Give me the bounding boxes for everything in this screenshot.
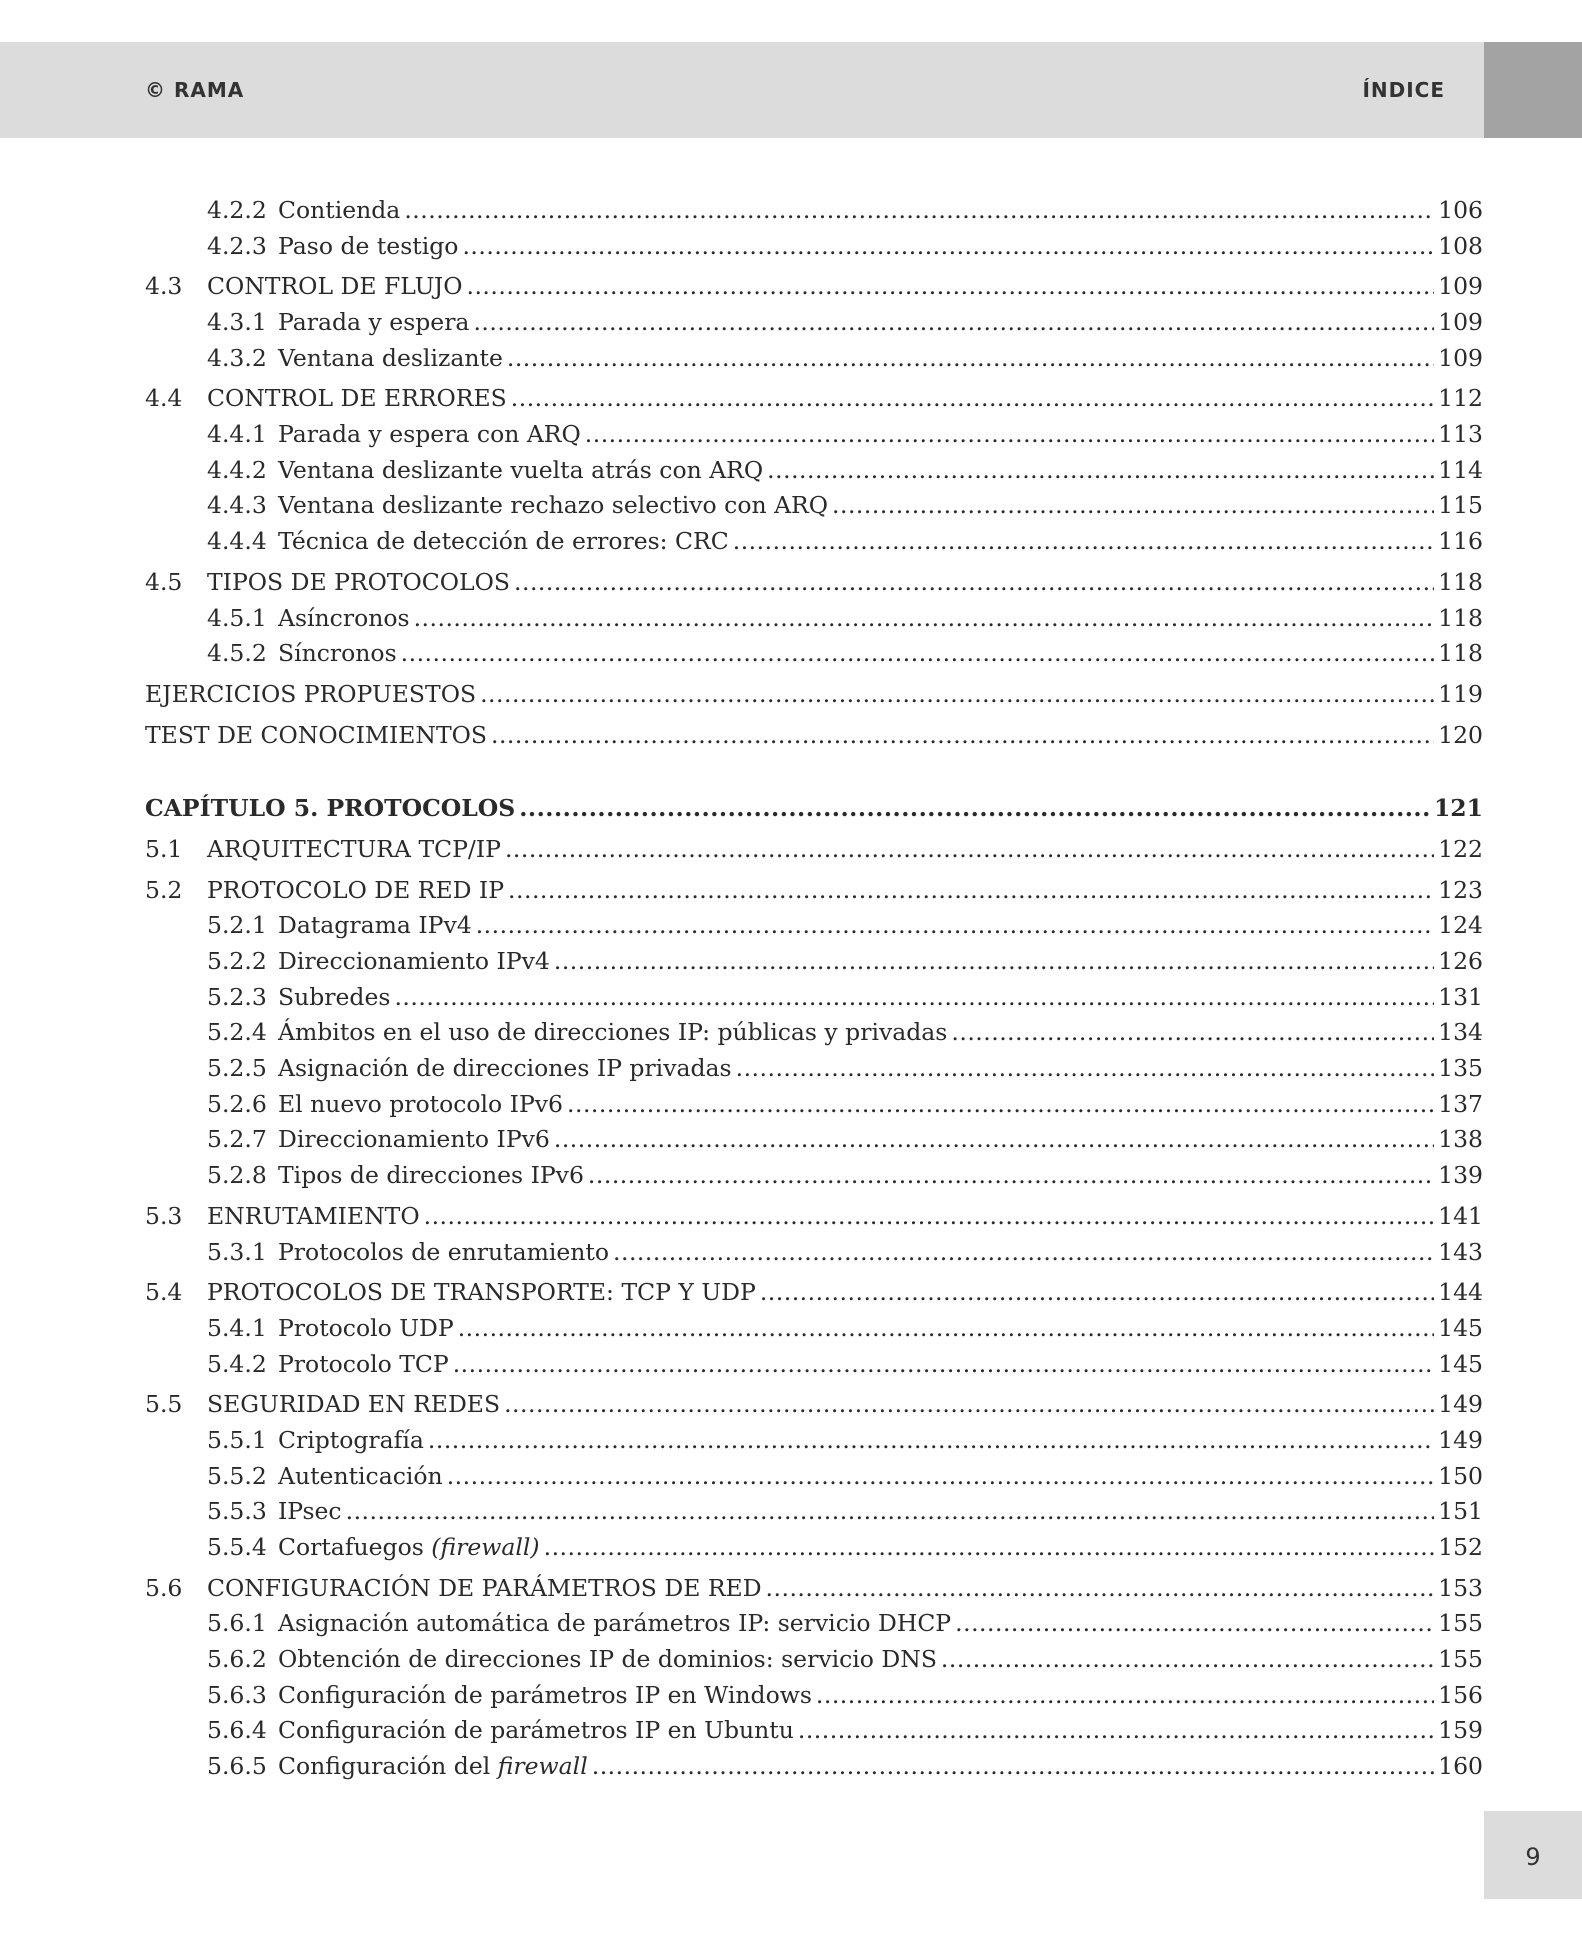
toc-entry-title: [278, 1606, 951, 1642]
toc-entry-number: 5.4.2: [207, 1349, 267, 1378]
toc-entry-title-text: Síncronos: [278, 639, 397, 668]
toc-entry-title: [278, 1087, 563, 1123]
toc-entry[interactable]: [145, 1459, 1483, 1495]
toc-entry[interactable]: [145, 1015, 1483, 1051]
toc-entry-title: [278, 193, 400, 229]
toc-entry-title-text: Protocolo TCP: [278, 1349, 449, 1378]
dot-leader: [473, 305, 1434, 341]
toc-entry-page: 153: [1438, 1573, 1483, 1602]
toc-entry[interactable]: [145, 524, 1483, 560]
toc-entry-page: 159: [1438, 1716, 1483, 1745]
toc-entry-title: [207, 832, 501, 868]
toc-entry-title: [207, 1387, 500, 1423]
toc-entry[interactable]: [145, 1714, 1483, 1750]
toc-entry-number: 4.5.2: [207, 639, 267, 668]
toc-entry-title-text: EJERCICIOS PROPUESTOS: [145, 679, 477, 708]
toc-entry-page: 139: [1438, 1161, 1483, 1190]
toc-entry-page: 115: [1438, 491, 1483, 520]
toc-entry-title-text: ENRUTAMIENTO: [207, 1201, 420, 1230]
toc-entry-number: 5.3: [145, 1201, 183, 1230]
toc-entry-page: 151: [1438, 1497, 1483, 1526]
toc-entry-page: 155: [1438, 1609, 1483, 1638]
dot-leader: [504, 1387, 1434, 1423]
toc-entry-title: [278, 488, 828, 524]
toc-entry-number: 5.5.2: [207, 1461, 267, 1490]
dot-leader: [955, 1606, 1434, 1642]
dot-leader: [404, 193, 1434, 229]
toc-entry-page: 112: [1438, 384, 1483, 413]
toc-entry-title-text: Tipos de direcciones IPv6: [278, 1161, 584, 1190]
toc-entry-title: [278, 1678, 812, 1714]
toc-entry-title-text: Asignación automática de parámetros IP: servicio DHCP: [278, 1609, 952, 1638]
toc-entry-number: 4.5.1: [207, 603, 267, 632]
toc-entry-title: [207, 1571, 762, 1607]
toc-entry[interactable]: [145, 832, 1483, 868]
toc-entry-title-text: Obtención de direcciones IP de dominios: servicio DNS: [278, 1645, 937, 1674]
toc-entry[interactable]: [145, 193, 1483, 229]
toc-entry-title-text: Parada y espera con ARQ: [278, 420, 581, 449]
toc-entry-number: 5.2.2: [207, 947, 267, 976]
toc-entry-page: 144: [1438, 1278, 1483, 1307]
toc-entry-title-text: Configuración de parámetros IP en Ubuntu: [278, 1716, 794, 1745]
toc-entry-number: 4.3: [145, 272, 183, 301]
toc-entry-title: [207, 269, 462, 305]
toc-entry-title-text: Direccionamiento IPv6: [278, 1125, 550, 1154]
toc-entry-page: 126: [1438, 947, 1483, 976]
dot-leader: [428, 1423, 1434, 1459]
toc-entry-page: 118: [1438, 603, 1483, 632]
toc-entry[interactable]: [145, 565, 1483, 601]
toc-entry-page: 124: [1438, 911, 1483, 940]
toc-entry-title-text: Datagrama IPv4: [278, 911, 472, 940]
toc-entry[interactable]: [145, 944, 1483, 980]
dot-leader: [424, 1199, 1435, 1235]
toc-entry-title: [278, 1423, 424, 1459]
dot-leader: [458, 1311, 1434, 1347]
dot-leader: [588, 1158, 1434, 1194]
toc-entry-number: 4.2.2: [207, 195, 267, 224]
toc-entry-page: 152: [1438, 1533, 1483, 1562]
toc-entry[interactable]: [145, 1642, 1483, 1678]
toc-entry[interactable]: [145, 381, 1483, 417]
dot-leader: [816, 1678, 1434, 1714]
toc-entry-number: 4.5: [145, 567, 183, 596]
toc-entry-title: [207, 381, 507, 417]
toc-entry-number: 5.5.3: [207, 1497, 267, 1526]
toc-entry-number: 5.5.1: [207, 1425, 267, 1454]
toc-entry-page: 145: [1438, 1313, 1483, 1342]
toc-entry[interactable]: [145, 601, 1483, 637]
toc-entry[interactable]: [145, 980, 1483, 1016]
toc-entry-number: 5.1: [145, 834, 183, 863]
dot-leader: [592, 1749, 1434, 1785]
toc-entry[interactable]: [145, 636, 1483, 672]
table-of-contents: [145, 193, 1483, 1785]
toc-entry-title: [207, 565, 510, 601]
toc-entry-title: [278, 1494, 342, 1530]
toc-entry-title: [278, 601, 410, 637]
dot-leader: [508, 873, 1434, 909]
toc-entry-title-text: TEST DE CONOCIMIENTOS: [145, 720, 487, 749]
toc-entry-title: [278, 417, 581, 453]
dot-leader: [767, 453, 1434, 489]
toc-entry-title: [278, 980, 390, 1016]
toc-entry-page: 149: [1438, 1390, 1483, 1419]
dot-leader: [544, 1530, 1435, 1566]
toc-entry-number: 5.2.4: [207, 1018, 267, 1047]
toc-entry-number: 5.6.3: [207, 1680, 267, 1709]
toc-entry-number: 5.3.1: [207, 1237, 267, 1266]
toc-entry-page: 114: [1438, 455, 1483, 484]
toc-entry-number: 5.4: [145, 1278, 183, 1307]
dot-leader: [760, 1275, 1434, 1311]
toc-entry[interactable]: [145, 873, 1483, 909]
dot-leader: [394, 980, 1434, 1016]
dot-leader: [507, 341, 1434, 377]
toc-entry-page: 155: [1438, 1645, 1483, 1674]
toc-entry-title: [145, 791, 515, 827]
toc-entry[interactable]: [145, 1123, 1483, 1159]
toc-entry-number: 4.4.4: [207, 527, 267, 556]
toc-entry-title: [278, 453, 763, 489]
toc-entry-number: 5.5: [145, 1390, 183, 1419]
toc-entry-page: 143: [1438, 1237, 1483, 1266]
toc-entry-title-text: Direccionamiento IPv4: [278, 947, 550, 976]
toc-entry-title: [278, 1015, 947, 1051]
toc-entry-number: 4.3.2: [207, 343, 267, 372]
toc-entry-number: 5.5.4: [207, 1533, 267, 1562]
toc-entry-title-text: Cortafuegos: [278, 1533, 432, 1562]
dot-leader: [346, 1494, 1435, 1530]
toc-entry-number: 4.4: [145, 384, 183, 413]
toc-entry[interactable]: [145, 1749, 1483, 1785]
toc-entry-page: 113: [1438, 420, 1483, 449]
dot-leader: [951, 1015, 1434, 1051]
toc-entry[interactable]: [145, 1423, 1483, 1459]
dot-leader: [766, 1571, 1435, 1607]
toc-entry-title: [278, 524, 729, 560]
toc-entry-number: 5.6: [145, 1573, 183, 1602]
toc-entry-title: [278, 1311, 454, 1347]
toc-entry[interactable]: [145, 1275, 1483, 1311]
toc-entry[interactable]: [145, 1571, 1483, 1607]
toc-entry[interactable]: [145, 489, 1483, 525]
toc-entry-page: 121: [1433, 794, 1483, 823]
toc-entry-title: [278, 305, 469, 341]
toc-entry[interactable]: [145, 1087, 1483, 1123]
toc-entry-title-text: Contienda: [278, 195, 401, 224]
section-label: ÍNDICE: [1362, 78, 1445, 102]
toc-entry[interactable]: [145, 417, 1483, 453]
dot-leader: [401, 636, 1435, 672]
dot-leader: [554, 1123, 1434, 1159]
toc-entry-title: [278, 341, 503, 377]
toc-entry-title-text: TIPOS DE PROTOCOLOS: [207, 567, 510, 596]
toc-entry-title-text: IPsec: [278, 1497, 342, 1526]
toc-entry-title: [278, 1235, 609, 1271]
toc-entry-title: [278, 1459, 443, 1495]
toc-entry-title: [145, 718, 487, 754]
toc-entry[interactable]: [145, 677, 1483, 713]
toc-entry-page: 123: [1438, 875, 1483, 904]
toc-entry-number: 5.6.5: [207, 1752, 267, 1781]
toc-entry-title: [278, 1642, 937, 1678]
page-number-box: [1484, 1811, 1582, 1899]
toc-entry[interactable]: [145, 1199, 1483, 1235]
toc-entry-title: [145, 677, 476, 713]
toc-entry-title: [278, 1122, 550, 1158]
toc-entry[interactable]: [145, 718, 1483, 754]
toc-entry-title-text: PROTOCOLOS DE TRANSPORTE: TCP Y UDP: [207, 1278, 756, 1307]
toc-entry[interactable]: [145, 1530, 1483, 1566]
toc-entry-page: 109: [1438, 343, 1483, 372]
toc-entry[interactable]: [145, 1311, 1483, 1347]
dot-leader: [514, 565, 1434, 601]
toc-entry-title: [207, 1199, 420, 1235]
toc-entry-title-text: Ventana deslizante rechazo selectivo con ARQ: [278, 491, 829, 520]
toc-entry-page: 118: [1438, 639, 1483, 668]
toc-entry[interactable]: [145, 1347, 1483, 1383]
toc-entry-title: [207, 873, 504, 909]
toc-entry-title: [278, 908, 472, 944]
toc-entry-number: 5.2.7: [207, 1125, 267, 1154]
toc-entry[interactable]: [145, 1606, 1483, 1642]
toc-entry-title-text: Protocolo UDP: [278, 1313, 454, 1342]
dot-leader: [832, 489, 1434, 525]
dot-leader: [466, 269, 1434, 305]
toc-entry-title-italic: firewall: [497, 1752, 588, 1781]
toc-entry-title-italic: (firewall): [431, 1533, 540, 1562]
dot-leader: [453, 1347, 1434, 1383]
toc-entry[interactable]: [145, 341, 1483, 377]
toc-entry-number: 5.2.1: [207, 911, 267, 940]
toc-entry-title-text: ARQUITECTURA TCP/IP: [207, 834, 501, 863]
toc-entry-title-text: Paso de testigo: [278, 231, 459, 260]
toc-entry-title-text: Configuración del: [278, 1752, 498, 1781]
page-number: 9: [1525, 1843, 1541, 1871]
toc-entry[interactable]: [145, 305, 1483, 341]
toc-entry[interactable]: [145, 229, 1483, 265]
toc-entry-page: 141: [1438, 1201, 1483, 1230]
toc-entry-page: 160: [1438, 1752, 1483, 1781]
toc-entry-page: 116: [1438, 527, 1483, 556]
toc-entry-page: 138: [1438, 1125, 1483, 1154]
toc-entry-title-text: Subredes: [278, 982, 391, 1011]
toc-entry[interactable]: [145, 1678, 1483, 1714]
toc-entry-title-text: Configuración de parámetros IP en Windows: [278, 1680, 812, 1709]
toc-entry-title: [207, 1275, 756, 1311]
dot-leader: [476, 908, 1434, 944]
toc-entry-title-text: CONFIGURACIÓN DE PARÁMETROS DE RED: [207, 1573, 762, 1602]
dot-leader: [554, 944, 1434, 980]
toc-entry-page: 134: [1438, 1018, 1483, 1047]
toc-entry-title-text: Técnica de detección de errores: CRC: [278, 527, 729, 556]
toc-entry-title: [278, 1749, 588, 1785]
toc-entry-page: 109: [1438, 308, 1483, 337]
toc-entry[interactable]: [145, 1494, 1483, 1530]
toc-entry-number: 5.6.4: [207, 1716, 267, 1745]
toc-entry-number: 4.2.3: [207, 231, 267, 260]
publisher-label: © RAMA: [145, 78, 245, 102]
toc-entry-title-text: Ventana deslizante: [278, 343, 503, 372]
dot-leader: [519, 791, 1430, 827]
toc-entry-title-text: CONTROL DE FLUJO: [207, 272, 463, 301]
toc-entry-page: 120: [1438, 720, 1483, 749]
toc-entry-title-text: Parada y espera: [278, 308, 470, 337]
toc-entry-number: 5.2: [145, 875, 183, 904]
toc-entry-number: 5.2.6: [207, 1089, 267, 1118]
dot-leader: [511, 381, 1434, 417]
toc-entry-title-text: SEGURIDAD EN REDES: [207, 1390, 501, 1419]
toc-entry-title: [278, 229, 458, 265]
dot-leader: [733, 524, 1434, 560]
toc-entry-title: [278, 1158, 584, 1194]
toc-entry-title-text: Protocolos de enrutamiento: [278, 1237, 610, 1266]
toc-entry-page: 145: [1438, 1349, 1483, 1378]
dot-leader: [447, 1459, 1434, 1495]
toc-entry[interactable]: [145, 269, 1483, 305]
toc-entry[interactable]: [145, 453, 1483, 489]
toc-entry-title-text: CONTROL DE ERRORES: [207, 384, 507, 413]
toc-entry-title-text: Ámbitos en el uso de direcciones IP: públicas y privadas: [278, 1018, 948, 1047]
toc-entry-number: 4.4.1: [207, 420, 267, 449]
toc-entry-number: 5.2.5: [207, 1054, 267, 1083]
toc-entry-number: 4.4.3: [207, 491, 267, 520]
toc-entry-title: [278, 1530, 540, 1566]
toc-entry[interactable]: [145, 1387, 1483, 1423]
toc-entry-page: 108: [1438, 231, 1483, 260]
dot-leader: [567, 1087, 1434, 1123]
toc-entry-number: 5.6.1: [207, 1609, 267, 1638]
dot-leader: [414, 601, 1435, 637]
toc-entry-page: 109: [1438, 272, 1483, 301]
dot-leader: [505, 832, 1434, 868]
toc-entry-page: 150: [1438, 1461, 1483, 1490]
toc-entry-page: 156: [1438, 1680, 1483, 1709]
toc-entry-page: 118: [1438, 567, 1483, 596]
toc-entry-number: 5.2.3: [207, 982, 267, 1011]
page-header: [0, 42, 1582, 138]
dot-leader: [941, 1642, 1434, 1678]
toc-entry-number: 4.4.2: [207, 455, 267, 484]
toc-entry[interactable]: [145, 791, 1483, 827]
toc-entry-title-text: El nuevo protocolo IPv6: [278, 1089, 563, 1118]
toc-entry-title-text: PROTOCOLO DE RED IP: [207, 875, 505, 904]
toc-entry[interactable]: [145, 1235, 1483, 1271]
dot-leader: [736, 1051, 1435, 1087]
toc-entry-page: 119: [1438, 679, 1483, 708]
toc-entry-number: 5.2.8: [207, 1161, 267, 1190]
toc-entry-title-text: Asíncronos: [278, 603, 410, 632]
toc-entry-page: 122: [1438, 834, 1483, 863]
toc-entry[interactable]: [145, 908, 1483, 944]
toc-entry-number: 4.3.1: [207, 308, 267, 337]
dot-leader: [462, 229, 1434, 265]
toc-entry-title: [278, 1347, 449, 1383]
toc-entry-title: [278, 636, 397, 672]
dot-leader: [585, 417, 1434, 453]
dot-leader: [480, 677, 1434, 713]
toc-entry-title-text: Ventana deslizante vuelta atrás con ARQ: [278, 455, 764, 484]
toc-entry-title: [278, 1051, 732, 1087]
toc-entry-title: [278, 1713, 794, 1749]
toc-entry[interactable]: [145, 1158, 1483, 1194]
toc-entry-title-text: Autenticación: [278, 1461, 443, 1490]
toc-entry-page: 106: [1438, 195, 1483, 224]
dot-leader: [798, 1714, 1434, 1750]
header-tab: [1484, 42, 1582, 138]
toc-entry[interactable]: [145, 1051, 1483, 1087]
dot-leader: [491, 718, 1434, 754]
dot-leader: [613, 1235, 1434, 1271]
toc-entry-title-text: Criptografía: [278, 1425, 424, 1454]
toc-entry-number: 5.4.1: [207, 1313, 267, 1342]
toc-entry-page: 149: [1438, 1425, 1483, 1454]
toc-entry-number: 5.6.2: [207, 1645, 267, 1674]
toc-entry-title-text: CAPÍTULO 5. PROTOCOLOS: [145, 794, 516, 823]
toc-entry-page: 135: [1438, 1054, 1483, 1083]
toc-entry-title: [278, 944, 550, 980]
toc-entry-title-text: Asignación de direcciones IP privadas: [278, 1054, 732, 1083]
toc-entry-page: 137: [1438, 1089, 1483, 1118]
toc-entry-page: 131: [1438, 982, 1483, 1011]
